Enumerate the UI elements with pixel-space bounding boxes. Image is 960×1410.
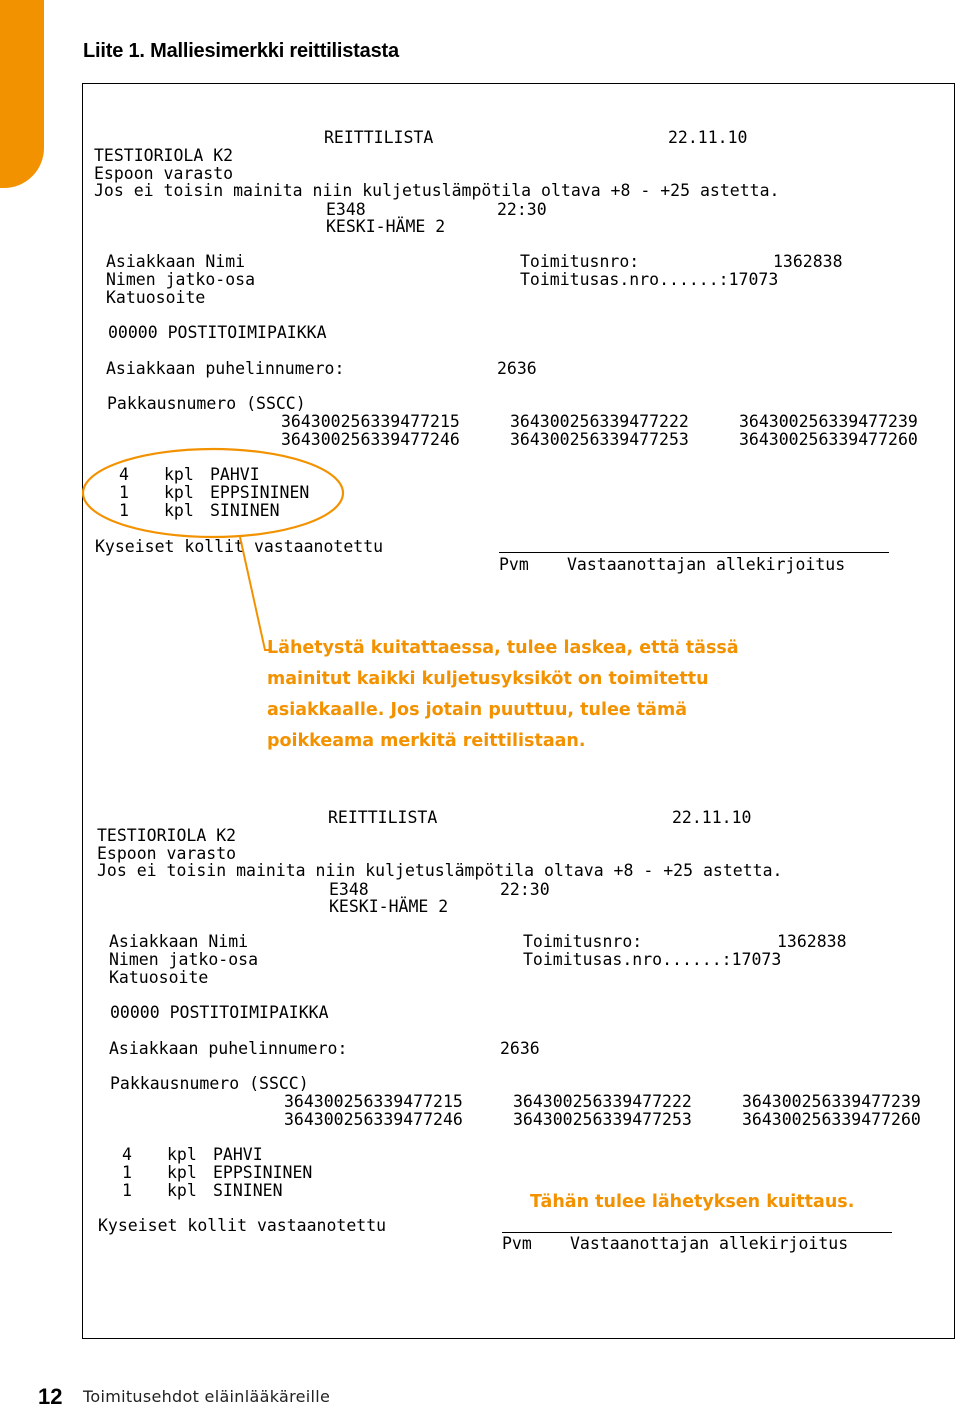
- name-continuation: Nimen jatko-osa: [109, 950, 259, 969]
- item-qty: 1: [122, 1163, 132, 1182]
- sscc-code: 364300256339477253: [510, 430, 689, 449]
- item-qty: 4: [119, 465, 129, 484]
- sscc-code: 364300256339477215: [281, 412, 460, 431]
- postal-address: 00000 POSTITOIMIPAIKKA: [108, 323, 327, 342]
- route-name: KESKI-HÄME 2: [329, 897, 449, 916]
- delivery-number-label: Toimitusnro:: [523, 932, 643, 951]
- route-code: E348: [329, 880, 369, 899]
- delivery-address-number: Toimitusas.nro......:17073: [520, 270, 779, 289]
- route-time: 22:30: [500, 880, 550, 899]
- callout-text: [267, 633, 739, 757]
- sscc-code: 364300256339477222: [513, 1092, 692, 1111]
- slip-date: 22.11.10: [672, 808, 752, 827]
- received-statement: Kyseiset kollit vastaanotettu: [95, 537, 384, 556]
- street-address: Katuosoite: [109, 968, 209, 987]
- warehouse: Espoon varasto: [94, 164, 234, 183]
- item-name: SININEN: [213, 1181, 283, 1200]
- item-name: SININEN: [210, 501, 280, 520]
- item-qty: 1: [122, 1181, 132, 1200]
- delivery-number: 1362838: [773, 252, 843, 271]
- route-code: E348: [326, 200, 366, 219]
- sscc-code: 364300256339477239: [739, 412, 918, 431]
- sscc-code: 364300256339477260: [739, 430, 918, 449]
- signature-label: Vastaanottajan allekirjoitus: [570, 1234, 849, 1253]
- name-continuation: Nimen jatko-osa: [106, 270, 256, 289]
- callout-line: asiakkaalle. Jos jotain puuttuu, tulee tämä: [267, 700, 688, 720]
- sscc-code: 364300256339477246: [284, 1110, 463, 1129]
- postal-address: 00000 POSTITOIMIPAIKKA: [110, 1003, 329, 1022]
- page-number: 12: [38, 1384, 63, 1409]
- item-unit: kpl: [167, 1163, 197, 1182]
- callout-line: mainitut kaikki kuljetusyksiköt on toimitettu: [267, 669, 709, 689]
- sscc-code: 364300256339477246: [281, 430, 460, 449]
- phone-label: Asiakkaan puhelinnumero:: [106, 359, 345, 378]
- phone-number: 2636: [497, 359, 537, 378]
- slip-title: REITTILISTA: [328, 808, 438, 827]
- warehouse: Espoon varasto: [97, 844, 237, 863]
- item-unit: kpl: [164, 465, 194, 484]
- phone-label: Asiakkaan puhelinnumero:: [109, 1039, 348, 1058]
- item-unit: kpl: [167, 1145, 197, 1164]
- temperature-note: Jos ei toisin mainita niin kuljetuslämpötila oltava +8 - +25 astetta.: [94, 181, 780, 200]
- delivery-address-number: Toimitusas.nro......:17073: [523, 950, 782, 969]
- item-name: PAHVI: [210, 465, 260, 484]
- signature-date-label: Pvm: [502, 1234, 532, 1253]
- sscc-code: 364300256339477260: [742, 1110, 921, 1129]
- phone-number: 2636: [500, 1039, 540, 1058]
- signature-note: Tähän tulee lähetyksen kuittaus.: [530, 1192, 855, 1212]
- customer-name: Asiakkaan Nimi: [109, 932, 249, 951]
- company: TESTIORIOLA K2: [97, 826, 237, 845]
- signature-label: Vastaanottajan allekirjoitus: [567, 555, 846, 574]
- temperature-note: Jos ei toisin mainita niin kuljetuslämpötila oltava +8 - +25 astetta.: [97, 861, 783, 880]
- slip-title: REITTILISTA: [324, 128, 434, 147]
- item-unit: kpl: [167, 1181, 197, 1200]
- customer-name: Asiakkaan Nimi: [106, 252, 246, 271]
- slip-date: 22.11.10: [668, 128, 748, 147]
- package-number-label: Pakkausnumero (SSCC): [107, 394, 306, 413]
- sscc-code: 364300256339477239: [742, 1092, 921, 1111]
- sscc-code: 364300256339477215: [284, 1092, 463, 1111]
- item-name: EPPSININEN: [213, 1163, 313, 1182]
- route-time: 22:30: [497, 200, 547, 219]
- item-name: EPPSININEN: [210, 483, 310, 502]
- item-unit: kpl: [164, 483, 194, 502]
- item-qty: 4: [122, 1145, 132, 1164]
- sscc-code: 364300256339477222: [510, 412, 689, 431]
- item-name: PAHVI: [213, 1145, 263, 1164]
- received-statement: Kyseiset kollit vastaanotettu: [98, 1216, 387, 1235]
- callout-leader-line: [240, 537, 270, 650]
- package-number-label: Pakkausnumero (SSCC): [110, 1074, 309, 1093]
- signature-date-label: Pvm: [499, 555, 529, 574]
- signature-line: [502, 1232, 892, 1233]
- callout-line: poikkeama merkitä reittilistaan.: [267, 731, 586, 751]
- company: TESTIORIOLA K2: [94, 146, 234, 165]
- item-qty: 1: [119, 501, 129, 520]
- sscc-code: 364300256339477253: [513, 1110, 692, 1129]
- highlight-ellipse: [83, 449, 343, 537]
- item-qty: 1: [119, 483, 129, 502]
- delivery-number: 1362838: [777, 932, 847, 951]
- route-name: KESKI-HÄME 2: [326, 217, 446, 236]
- street-address: Katuosoite: [106, 288, 206, 307]
- page-heading: Liite 1. Malliesimerkki reittilistasta: [83, 40, 399, 62]
- item-unit: kpl: [164, 501, 194, 520]
- delivery-number-label: Toimitusnro:: [520, 252, 640, 271]
- callout-line: Lähetystä kuitattaessa, tulee laskea, että tässä: [267, 638, 739, 658]
- footer-title: Toimitusehdot eläinlääkäreille: [83, 1387, 331, 1406]
